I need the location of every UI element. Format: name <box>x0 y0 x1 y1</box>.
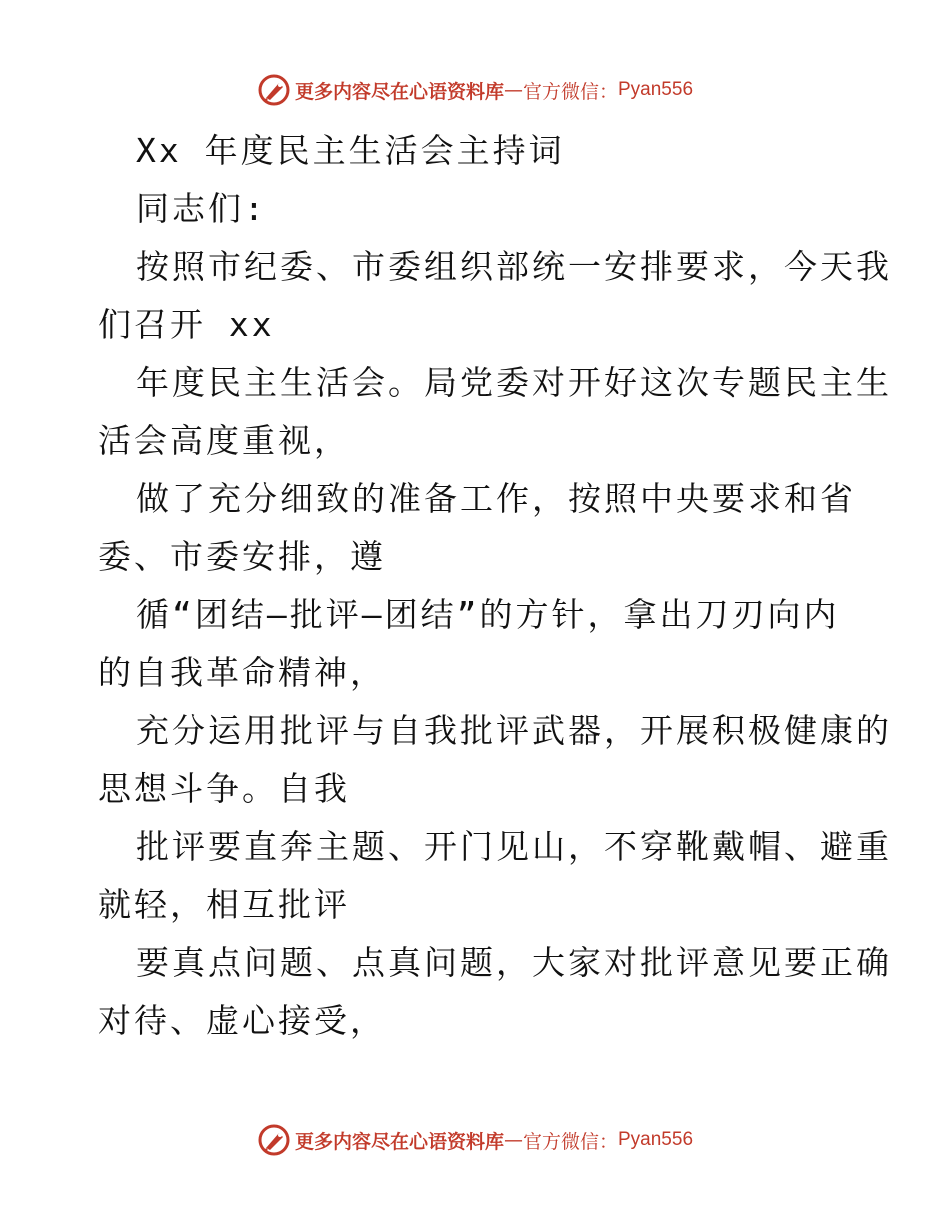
paragraph-line: 们召开 xx <box>98 305 275 344</box>
paragraph-line: 循“团结—批评—团结”的方针，拿出刀刃向内 <box>136 595 840 634</box>
watermark-text: 更多内容尽在心语资料库 <box>294 1130 504 1153</box>
paragraph-line: 做了充分细致的准备工作，按照中央要求和省 <box>136 479 856 518</box>
paragraph-line: 充分运用批评与自我批评武器，开展积极健康的 <box>136 711 892 750</box>
paragraph-line: 就轻，相互批评 <box>98 885 350 924</box>
paragraph-line: 委、市委安排，遵 <box>98 537 386 576</box>
salutation: 同志们: <box>136 189 267 228</box>
paragraph-line: 思想斗争。自我 <box>98 769 350 808</box>
watermark-wechat-id: Pyan556 <box>618 79 694 100</box>
watermark-wechat-label: 官方微信： <box>522 80 618 103</box>
watermark-wechat-label: 官方微信： <box>522 1130 618 1153</box>
paragraph-line: 年度民主生活会。局党委对开好这次专题民主生 <box>136 363 892 402</box>
paragraph-line: 要真点问题、点真问题，大家对批评意见要正确 <box>136 943 892 982</box>
paragraph-line: 活会高度重视， <box>98 421 350 460</box>
paragraph-line: 按照市纪委、市委组织部统一安排要求，今天我 <box>136 247 892 286</box>
pen-nib-logo-icon <box>257 1123 291 1157</box>
watermark-wechat-id: Pyan556 <box>618 1129 694 1150</box>
watermark-dash: — <box>503 79 523 101</box>
paragraph-line: 批评要直奔主题、开门见山，不穿靴戴帽、避重 <box>136 827 892 866</box>
paragraph-line: 的自我革命精神， <box>98 653 386 692</box>
watermark-text: 更多内容尽在心语资料库 <box>294 80 504 103</box>
document-title: Xx 年度民主生活会主持词 <box>136 131 565 170</box>
header-watermark <box>0 70 950 110</box>
document-body <box>98 122 892 1050</box>
paragraph-line: 对待、虚心接受， <box>98 1001 386 1040</box>
pen-nib-logo-icon <box>257 73 291 107</box>
watermark-dash: — <box>503 1129 523 1151</box>
footer-watermark <box>0 1120 950 1160</box>
